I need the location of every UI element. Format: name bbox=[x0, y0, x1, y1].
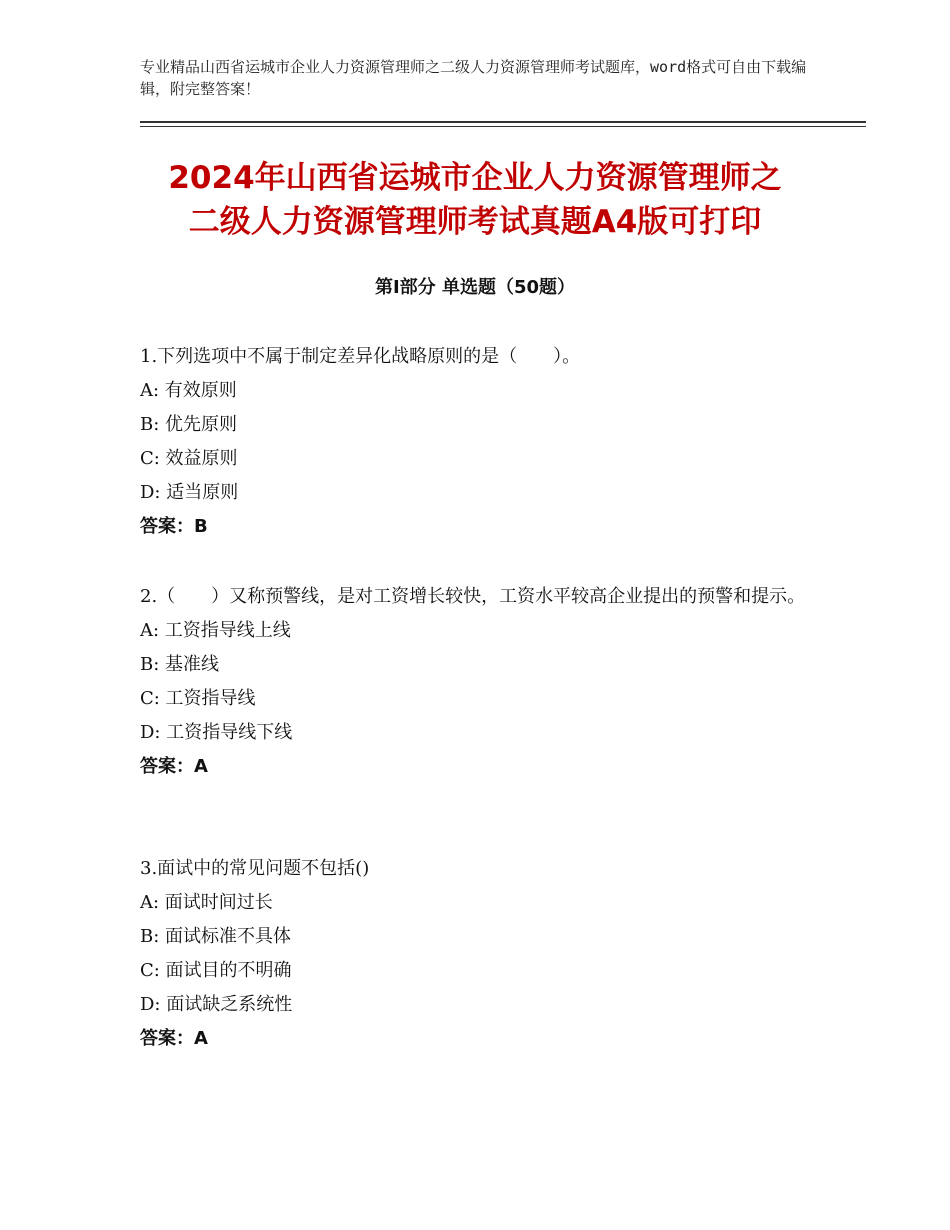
title-line-2: 二级人力资源管理师考试真题A4版可打印 bbox=[188, 204, 762, 240]
question-2 bbox=[140, 580, 820, 784]
document-title bbox=[110, 156, 840, 244]
option-c: C: 工资指导线 bbox=[140, 688, 256, 709]
option-d: D: 工资指导线下线 bbox=[140, 722, 293, 743]
option-b: B: 优先原则 bbox=[140, 414, 238, 435]
header-divider-thin bbox=[140, 126, 866, 127]
option-c: C: 效益原则 bbox=[140, 448, 238, 469]
answer: 答案：A bbox=[140, 1028, 208, 1049]
question-stem: 1.下列选项中不属于制定差异化战略原则的是（ ）。 bbox=[140, 346, 581, 367]
option-a: A: 有效原则 bbox=[140, 380, 237, 401]
question-stem: 3.面试中的常见问题不包括() bbox=[140, 858, 370, 879]
option-a: A: 工资指导线上线 bbox=[140, 620, 291, 641]
question-stem: 2.（ ）又称预警线，是对工资增长较快，工资水平较高企业提出的预警和提示。 bbox=[140, 586, 806, 607]
option-b: B: 基准线 bbox=[140, 654, 220, 675]
question-1 bbox=[140, 340, 820, 544]
option-d: D: 适当原则 bbox=[140, 482, 239, 503]
header-divider-thick bbox=[140, 121, 866, 123]
title-line-1: 2024年山西省运城市企业人力资源管理师之 bbox=[168, 160, 782, 196]
option-d: D: 面试缺乏系统性 bbox=[140, 994, 293, 1015]
option-c: C: 面试目的不明确 bbox=[140, 960, 292, 981]
option-a: A: 面试时间过长 bbox=[140, 892, 273, 913]
option-b: B: 面试标准不具体 bbox=[140, 926, 292, 947]
header-note: 专业精品山西省运城市企业人力资源管理师之二级人力资源管理师考试题库，word格式可自由下载编辑，附完整答案！ bbox=[140, 58, 807, 98]
answer: 答案：A bbox=[140, 756, 208, 777]
question-3 bbox=[140, 852, 820, 1056]
section-heading: 第Ⅰ部分 单选题（50题） bbox=[374, 277, 575, 298]
answer: 答案：B bbox=[140, 516, 208, 537]
